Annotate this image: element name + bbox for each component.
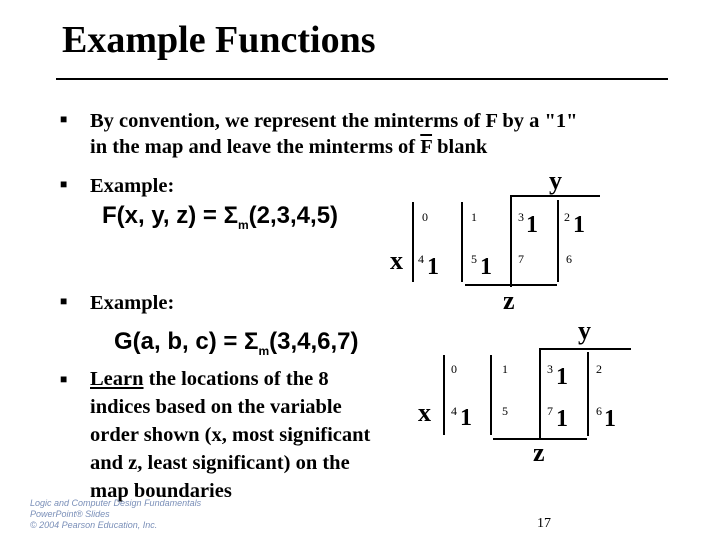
bullet-4-line-5: map boundaries xyxy=(90,480,232,502)
bullet-4-line-2: indices based on the variable xyxy=(90,396,342,418)
bullet-3-text: Example: xyxy=(90,292,175,314)
map-2-cell-value: 1 xyxy=(460,405,472,431)
page-number: 17 xyxy=(537,516,551,531)
map-2-cell-index: 2 xyxy=(596,362,602,376)
bullet-1-line-1: By convention, we represent the minterms of F by a "1" xyxy=(90,110,578,132)
map-1-cell-index: 6 xyxy=(566,252,572,266)
map-1-x-label: x xyxy=(390,246,403,275)
map-1-cell-value: 1 xyxy=(480,254,492,280)
bullet-4-line-3: order shown (x, most significant xyxy=(90,424,371,446)
map-1-cell-index: 1 xyxy=(471,210,477,224)
map-2-line-z xyxy=(587,352,589,436)
map-1-line-z xyxy=(557,200,559,282)
map-2-z-label: z xyxy=(533,438,545,467)
bullet-1-line-2: in the map and leave the minterms of $\overline{F}$ blank xyxy=(90,136,488,158)
map-1-line-y xyxy=(510,195,512,287)
map-1-cell-index: 4 xyxy=(418,252,424,266)
learn-word: Learn xyxy=(90,368,144,390)
map-2-cell-index: 0 xyxy=(451,362,457,376)
map-2-y-label: y xyxy=(578,316,591,345)
formula-g: G(a, b, $c) = \Sigma_m(3,4,6,7)$ xyxy=(114,328,359,358)
map-1-cell-value: 1 xyxy=(526,212,538,238)
f-complement: $\overline{F}$ xyxy=(420,136,433,158)
map-2-x-label: x xyxy=(418,398,431,427)
bullet-4-line-4: and z, least significant) on the xyxy=(90,452,350,474)
bullet-square-icon: ■ xyxy=(60,372,68,386)
map-2-cell-value: 1 xyxy=(604,406,616,432)
title-rule xyxy=(56,78,668,80)
bullet-square-icon: ■ xyxy=(60,177,68,191)
formula-f: F(x, y, $z) = \Sigma_m(2,3,4,5)$ xyxy=(102,202,339,232)
bullet-square-icon: ■ xyxy=(60,294,68,308)
map-1-z-label: z xyxy=(503,286,515,315)
map-2-cell-index: 3 xyxy=(547,362,553,376)
map-1-cell-index: 0 xyxy=(422,210,428,224)
map-2-cell-value: 1 xyxy=(556,406,568,432)
map-2-line-y-top xyxy=(539,348,631,350)
map-2-cell-value: 1 xyxy=(556,364,568,390)
map-2-line-mid xyxy=(490,355,492,435)
map-1-cell-value: 1 xyxy=(427,254,439,280)
map-2-line-y xyxy=(539,348,541,440)
bullet-4-line-1: Learn the locations of the 8 xyxy=(90,368,329,390)
map-1-cell-index: 2 xyxy=(564,210,570,224)
map-2-cell-index: 6 xyxy=(596,404,602,418)
map-1-cell-index: 7 xyxy=(518,252,524,266)
map-1-line-mid xyxy=(461,202,463,282)
map-2-cell-index: 1 xyxy=(502,362,508,376)
map-1-y-label: y xyxy=(549,166,562,195)
bullet-square-icon: ■ xyxy=(60,112,68,126)
map-1-line-x xyxy=(412,202,414,282)
slide-title: Example Functions xyxy=(62,19,376,61)
map-1-cell-index: 5 xyxy=(471,252,477,266)
map-1-cell-index: 3 xyxy=(518,210,524,224)
map-2-cell-index: 7 xyxy=(547,404,553,418)
map-2-cell-index: 5 xyxy=(502,404,508,418)
map-2-line-x xyxy=(443,355,445,435)
bullet-2-text: Example: xyxy=(90,175,175,197)
map-2-cell-index: 4 xyxy=(451,404,457,418)
map-1-cell-value: 1 xyxy=(573,212,585,238)
publisher-footer: Logic and Computer Design Fundamentals PowerPoint® Slides © 2004 Pearson Education, Inc. xyxy=(30,498,202,530)
